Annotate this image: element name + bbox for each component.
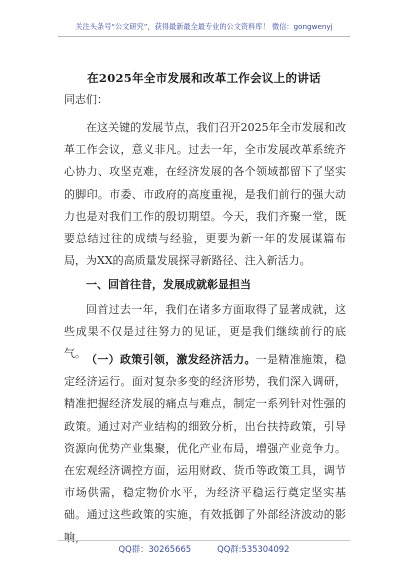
footer-contact (0, 543, 408, 555)
footer-divider (58, 540, 350, 541)
document-title: 在2025年全市发展和改革工作会议上的讲话 (87, 71, 321, 85)
qq-group-1[interactable]: QQ群：30265665 (118, 544, 192, 554)
section-intro-paragraph: 回首过去一年，我们在诸多方面取得了显著成就，这些成果不仅是过往努力的见证，更是我们继续前行的底气。 (64, 303, 346, 361)
intro-paragraph: 在这关键的发展节点，我们召开2025年全市发展和改革工作会议，意义非凡。过去一年，全市发展改革系统齐心协力、攻坚克难，在经济发展的各个领域都留下了坚实的脚印。市委、市政府的高度重视，是我们前行的强大动力也是对我们工作的殷切期望。今天，我们齐聚一堂，既要总结过往的成绩与经验，更要为新一年的发展谋篇布局，为XX的高质量发展探寻新路径、注入新活力。 (64, 121, 346, 268)
salutation: 同志们： (64, 93, 108, 106)
qq-group-2[interactable]: QQ群:535304092 (217, 544, 290, 554)
subsection-heading: （一）政策引领，激发经济活力。 (86, 353, 256, 366)
header-banner[interactable]: 关注头条号“公文研究”，获得最新最全最专业的公文资料库！ 微信：gongwenyj (75, 22, 333, 31)
section-heading: 一、回首往昔，发展成就彰显担当 (86, 278, 251, 291)
subsection-body: 一是精准施策，稳定经济运行。面对复杂多变的经济形势，我们深入调研，精准把握经济发展的痛点与难点，制定一系列针对性强的政策。通过对产业结构的细致分析，出台扶持政策，引导资源向优势产业集聚，优化产业布局，增强产业竞争力。在宏观经济调控方面，运用财政、货币等政策工具，调节市场供需，稳定物价水平，为经济平稳运行奠定坚实基础。通过这些政策的实施，有效抵御了外部经济波动的影响， (64, 353, 347, 544)
header-divider (58, 36, 350, 37)
subsection-paragraph (64, 349, 346, 549)
